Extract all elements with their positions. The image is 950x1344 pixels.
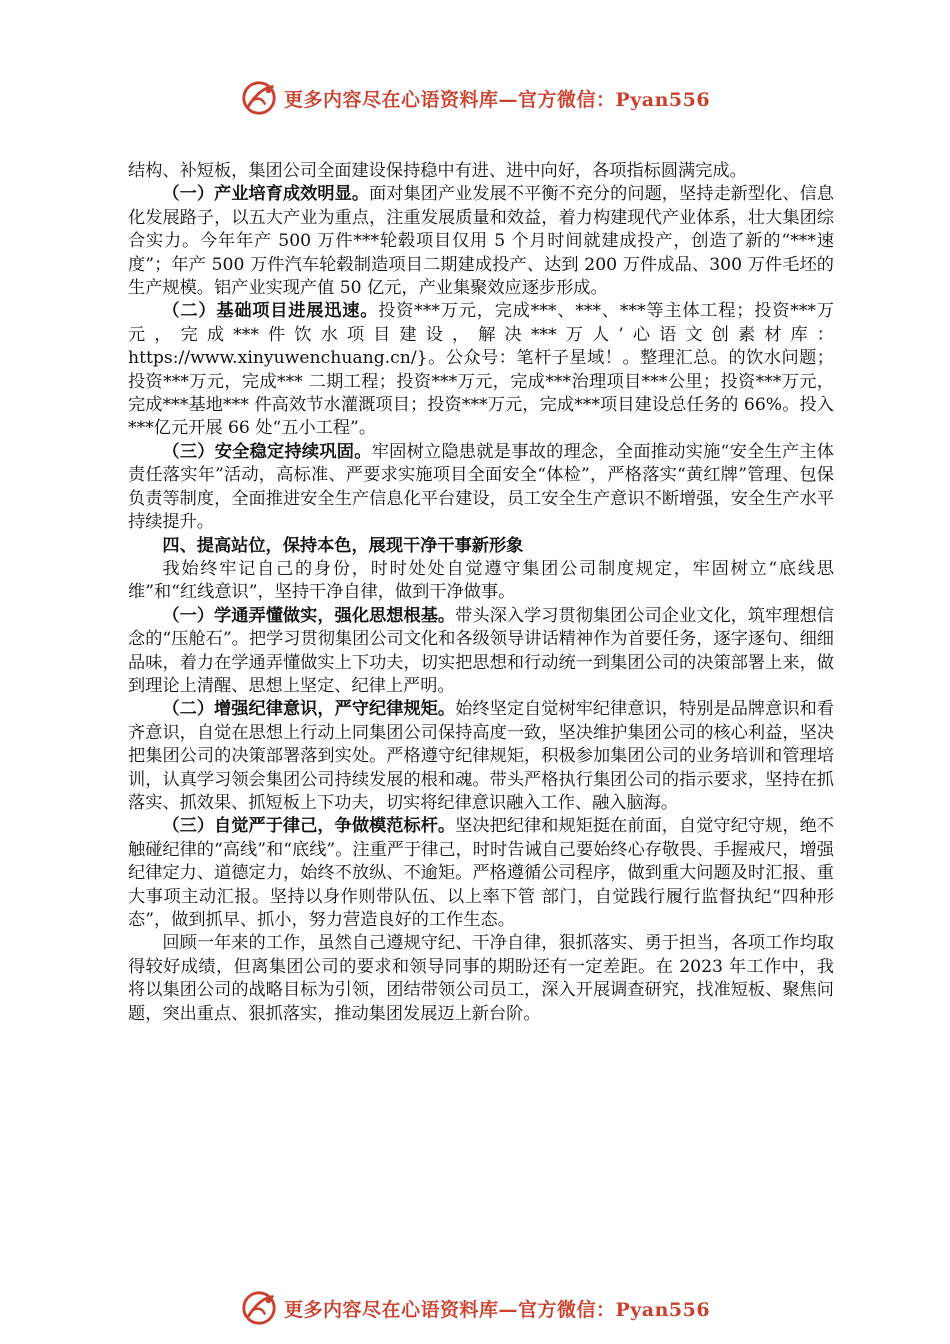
paragraph: 结构、补短板，集团公司全面建设保持稳中有进、进中向好，各项指标圆满完成。 <box>128 161 747 181</box>
banner-text: 更多内容尽在心语资料库—官方微信：Pyan556 <box>283 88 711 111</box>
paragraph: （二）增强纪律意识，严守纪律规矩。始终坚定自觉树牢纪律意识，特别是品牌意识和看齐意识，自觉在思想上行动上同集团公司保持高度一致，坚决维护集团公司的核心利益，坚决把集团公司的决策部署落到实处。严格遵守纪律规矩，积极参加集团公司的业务培训和管理培训，认真学习领会集团公司持续发展的根和魂。带头严格执行集团公司的指示要求，坚持在抓落实、抓效果、抓短板上下功夫，切实将纪律意识融入工作、融入脑海。 <box>128 699 834 813</box>
section-heading: （三）自觉严于律己，争做模范标杆。 <box>162 816 456 837</box>
footer-banner <box>0 1288 950 1328</box>
paragraph: （一）学通弄懂做实，强化思想根基。带头深入学习贯彻集团公司企业文化，筑牢理想信念的“压舱石”。把学习贯彻集团公司文化和各级领导讲话精神作为首要任务，逐字逐句、细细品味，着力在学通弄懂做实上下功夫，切实把思想和行动统一到集团公司的决策部署上来，做到理论上清醒、思想上坚定、纪律上严明。 <box>128 605 834 696</box>
banner-text: 更多内容尽在心语资料库—官方微信：Pyan556 <box>283 1298 711 1321</box>
header-banner <box>0 78 950 118</box>
chapter-heading: 四、提高站位，保持本色，展现干净干事新形象 <box>162 535 524 556</box>
section-heading: （二）基础项目进展迅速。 <box>162 301 379 322</box>
brush-logo-icon <box>240 1289 278 1327</box>
section-heading: （二）增强纪律意识，严守纪律规矩。 <box>162 699 456 720</box>
paragraph: 我始终牢记自己的身份，时时处处自觉遵守集团公司制度规定，牢固树立“底线思维”和“红线意识”，坚持干净自律，做到干净做事。 <box>128 558 834 603</box>
document-body <box>128 160 834 1026</box>
section-heading: （一）学通弄懂做实，强化思想根基。 <box>162 605 456 626</box>
brush-logo-icon <box>240 79 278 117</box>
paragraph: （三）自觉严于律己，争做模范标杆。坚决把纪律和规矩挺在前面，自觉守纪守规，绝不触碰纪律的“高线”和“底线”。注重严于律己，时时告诫自己要始终心存敬畏、手握戒尺，增强纪律定力、道德定力，始终不放纵、不逾矩。严格遵循公司程序，做到重大问题及时汇报、重大事项主动汇报。坚持以身作则带队伍、以上率下管 部门，自觉践行履行监督执纪“四种形态”，做到抓早、抓小，努力营造良好的工作生态。 <box>128 816 834 930</box>
section-heading: （三）安全稳定持续巩固。 <box>162 441 372 462</box>
paragraph: （三）安全稳定持续巩固。牢固树立隐患就是事故的理念，全面推动实施“安全生产主体责任落实年”活动，高标准、严要求实施项目全面安全“体检”，严格落实“黄红牌”管理、包保负责等制度，全面推进安全生产信息化平台建设，员工安全生产意识不断增强，安全生产水平持续提升。 <box>128 441 834 533</box>
section-heading: （一）产业培育成效明显。 <box>162 184 370 205</box>
paragraph: 回顾一年来的工作，虽然自己遵规守纪、干净自律，狠抓落实、勇于担当，各项工作均取得较好成绩，但离集团公司的要求和领导同事的期盼还有一定差距。在 2023 年工作中，我将以集团公司的战略目标为引领，团结带领公司员工，深入开展调查研究，找准短板、聚焦问题，突出重点、狠抓落实，推动集团发展迈上新台阶。 <box>128 933 834 1024</box>
paragraph: （一）产业培育成效明显。面对集团产业发展不平衡不充分的问题，坚持走新型化、信息化发展路子，以五大产业为重点，注重发展质量和效益，着力构建现代产业体系，壮大集团综合实力。今年年产 500 万件***轮毂项目仅用 5 个月时间就建成投产，创造了新的“***速度”；年产 500 万件汽车轮毂制造项目二期建成投产、达到 200 万件成品、300 万件毛坯的生产规模。铝产业实现产值 50 亿元，产业集聚效应逐步形成。 <box>128 184 834 299</box>
paragraph: （二）基础项目进展迅速。投资***万元，完成***、***、***等主体工程；投资***万元，完成***件饮水项目建设，解决***万人’心语文创素材库：https://www.xinyuwenchuang.cn/}。公众号：笔杆子星域！。整理汇总。的饮水问题；投资***万元，完成*** 二期工程；投资***万元，完成***治理项目***公里；投资***万元，完成***基地*** 件高效节水灌溉项目；投资***万元，完成***项目建设总任务的 66%。投入***亿元开展 66 处“五小工程”。 <box>128 301 834 439</box>
